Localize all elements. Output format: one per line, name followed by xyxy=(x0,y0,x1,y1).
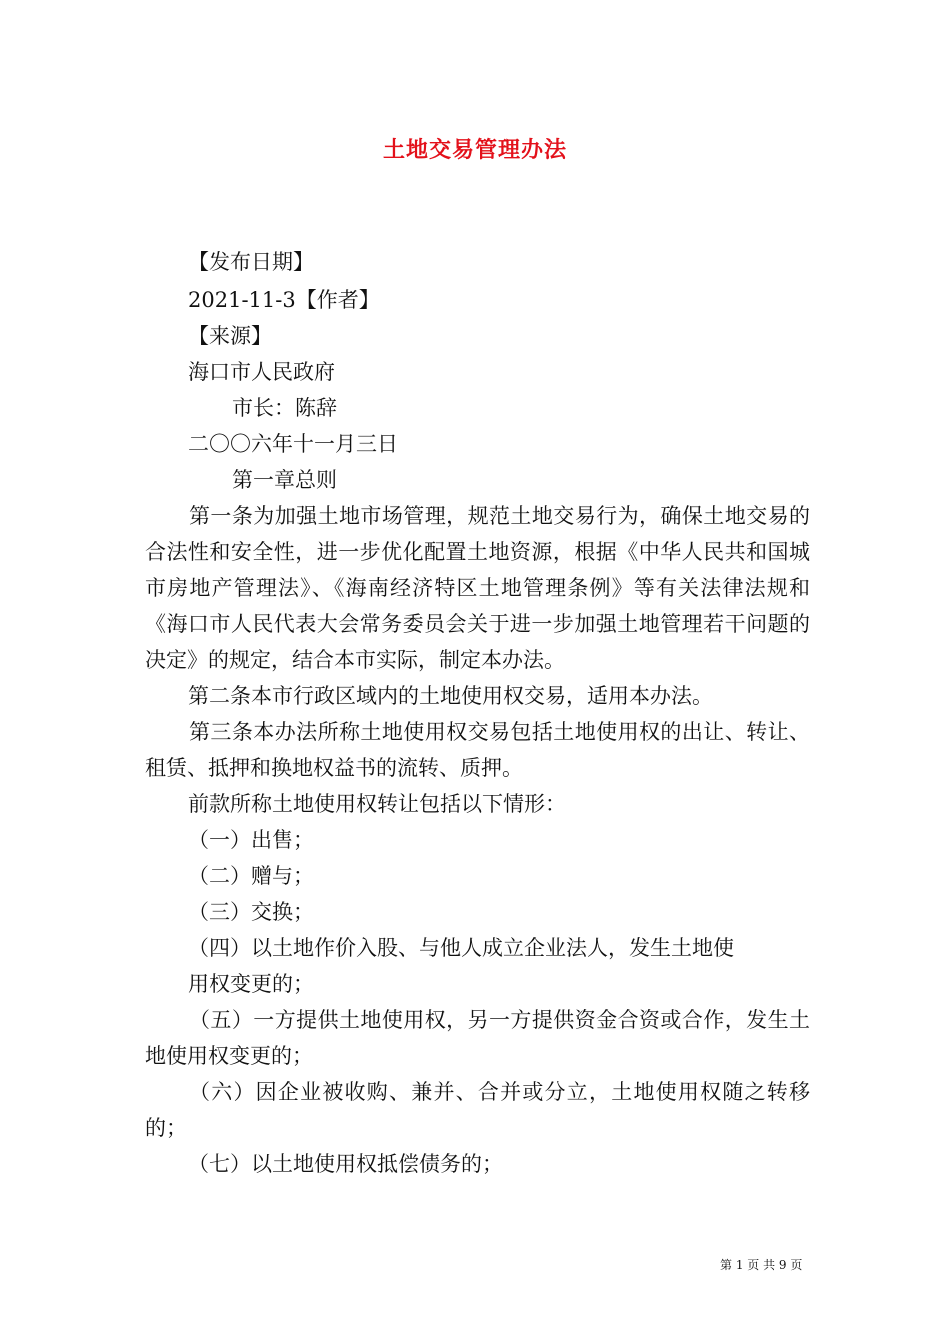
date-author-line: 2021-11-3【作者】 xyxy=(188,288,380,312)
transfer-intro: 前款所称土地使用权转让包括以下情形： xyxy=(188,792,566,816)
list-item: （六）因企业被收购、兼并、合并或分立，土地使用权随之转移的； xyxy=(145,1080,810,1140)
list-item: （四）以土地作价入股、与他人成立企业法人，发生土地使 xyxy=(188,936,734,960)
list-item: （五）一方提供土地使用权，另一方提供资金合资或合作，发生土地使用权变更的； xyxy=(145,1008,810,1068)
issue-date-line: 二〇〇六年十一月三日 xyxy=(188,432,398,456)
mayor-line: 市长：陈辞 xyxy=(232,396,337,420)
source-label: 【来源】 xyxy=(188,324,272,348)
list-item: （一）出售； xyxy=(188,828,314,852)
list-item: （七）以土地使用权抵偿债务的； xyxy=(188,1152,503,1176)
page-number: 第 1 页 共 9 页 xyxy=(720,1258,803,1272)
publish-date-label: 【发布日期】 xyxy=(188,250,314,274)
chapter-heading: 第一章总则 xyxy=(232,468,337,492)
list-item: （二）赠与； xyxy=(188,864,314,888)
list-item: 用权变更的； xyxy=(188,972,314,996)
article-3: 第三条本办法所称土地使用权交易包括土地使用权的出让、转让、租赁、抵押和换地权益书的流转、质押。 xyxy=(145,720,810,780)
article-2: 第二条本市行政区域内的土地使用权交易，适用本办法。 xyxy=(188,684,713,708)
list-item: （三）交换； xyxy=(188,900,314,924)
article-1: 第一条为加强土地市场管理，规范土地交易行为，确保土地交易的合法性和安全性，进一步优化配置土地资源，根据《中华人民共和国城市房地产管理法》、《海南经济特区土地管理条例》等有关法律法规和《海口市人民代表大会常务委员会关于进一步加强土地管理若干问题的决定》的规定，结合本市实际，制定本办法。 xyxy=(145,504,810,672)
issuer-line: 海口市人民政府 xyxy=(188,360,335,384)
document-title: 土地交易管理办法 xyxy=(382,137,567,163)
